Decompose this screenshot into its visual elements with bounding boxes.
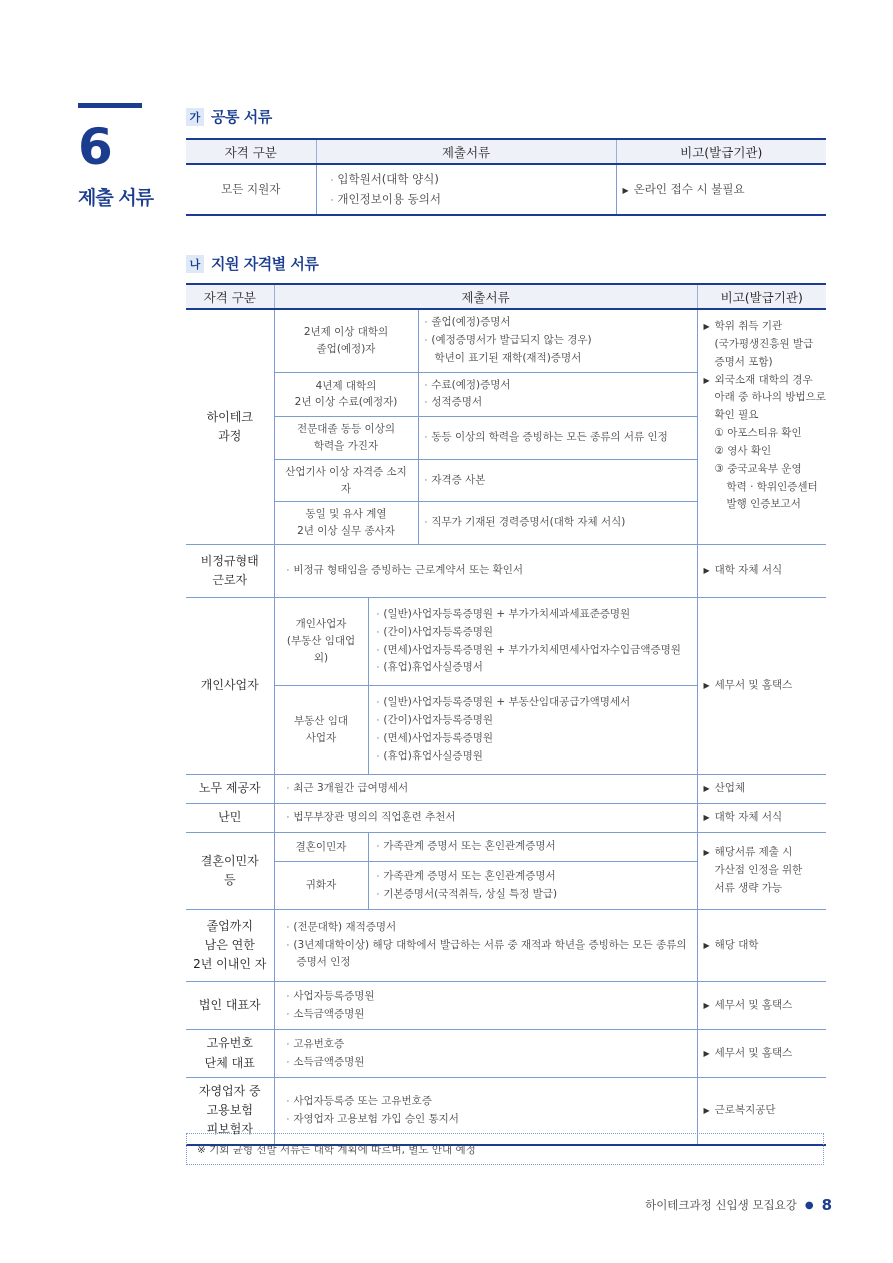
row-docs: [316, 164, 616, 215]
category-labor: 노무 제공자: [186, 775, 274, 804]
arrow-icon: ▶: [703, 566, 710, 576]
section-b-badge: 나: [186, 255, 204, 273]
category-refugee: 난민: [186, 804, 274, 833]
page-number: 8: [821, 1196, 832, 1214]
header-docs: 제출서류: [274, 284, 697, 309]
qualification-docs-heading: [186, 253, 318, 274]
row-docs: · 졸업(예정)증명서 · (예정증명서가 발급되지 않는 경우) 학년이 표기된 재학(재적)증명서: [418, 309, 697, 372]
hitech-note: ▶ 학위 취득 기관 (국가평생진흥원 발급 증명서 포함) ▶ 외국소재 대학의 경우 아래 중 하나의 방법으로 확인 필요 ① 아포스티유 확인 ② 영사 확인 ③ 중국교육부 운영 학력 · 학위인증센터 발행 인증보고서: [697, 309, 826, 545]
doc-item: · 입학원서(대학 양식): [330, 171, 439, 186]
table-row: [186, 775, 826, 804]
arrow-icon: ▶: [703, 784, 710, 794]
page-footer: [645, 1196, 832, 1214]
table-row: [186, 833, 826, 862]
section-bar: [78, 103, 142, 108]
arrow-icon: ▶: [703, 681, 710, 691]
sub-category: 결혼이민자: [274, 833, 368, 862]
row-note: ▶ 온라인 접수 시 불필요: [616, 164, 826, 215]
section-b-title: 지원 자격별 서류: [211, 255, 319, 273]
common-docs-heading: [186, 106, 272, 127]
arrow-icon: ▶: [703, 1048, 710, 1058]
sub-category: 4년제 대학의 2년 이상 수료(예정자): [274, 372, 418, 417]
header-category: 자격 구분: [186, 284, 274, 309]
sub-category: 동일 및 유사 계열 2년 이상 실무 종사자: [274, 502, 418, 545]
arrow-icon: ▶: [703, 940, 710, 950]
row-docs: · 수료(예정)증명서 · 성적증명서: [418, 372, 697, 417]
row-note: ▶ 해당서류 제출 시 가산점 인정을 위한 서류 생략 가능: [697, 833, 826, 910]
sub-category: 부동산 임대 사업자: [274, 686, 368, 775]
row-docs: · 사업자등록증 또는 고유번호증 · 자영업자 고용보험 가입 승인 통지서: [274, 1078, 697, 1145]
table-row: [186, 910, 826, 982]
table-row: [186, 982, 826, 1030]
sub-category: 산업기사 이상 자격증 소지자: [274, 459, 418, 502]
table-header-row: [186, 139, 826, 164]
header-docs: 제출서류: [316, 139, 616, 164]
category-hitech: 하이테크 과정: [186, 309, 274, 545]
arrow-icon: ▶: [703, 848, 710, 858]
arrow-icon: ▶: [703, 813, 710, 823]
category-graduating: 졸업까지 남은 연한 2년 이내인 자: [186, 910, 274, 982]
sub-category: 2년제 이상 대학의 졸업(예정)자: [274, 309, 418, 372]
category-self-insured: 자영업자 중 고용보험 피보험자: [186, 1078, 274, 1145]
footer-text: 하이테크과정 신입생 모집요강: [645, 1198, 797, 1212]
table-row: [186, 545, 826, 598]
row-docs: · 직무가 기재된 경력증명서(대학 자체 서식): [418, 502, 697, 545]
bullet-icon: ●: [804, 1199, 814, 1211]
row-docs: · (일반)사업자등록증명원 + 부동산임대공급가액명세서 · (간이)사업자등록증명원 · (면세)사업자등록증명원 · (휴업)휴업사실증명원: [368, 686, 697, 775]
sub-category: 개인사업자 (부동산 임대업 외): [274, 598, 368, 686]
table-row: [186, 309, 826, 372]
section-a-badge: 가: [186, 108, 204, 126]
arrow-icon: ▶: [622, 185, 629, 195]
row-docs: · 가족관계 증명서 또는 혼인관계증명서: [368, 833, 697, 862]
sub-category: 귀화자: [274, 862, 368, 910]
row-docs: · 자격증 사본: [418, 459, 697, 502]
row-note: ▶ 근로복지공단: [697, 1078, 826, 1145]
row-docs: · 가족관계 증명서 또는 혼인관계증명서 · 기본증명서(국적취득, 상실 특정 발급): [368, 862, 697, 910]
footnote: ※ 기회 균형 선발 서류는 대학 계획에 따르며, 별도 안내 예정: [186, 1133, 824, 1165]
row-docs: · 고유번호증 · 소득금액증명원: [274, 1030, 697, 1078]
row-docs: · (전문대학) 재적증명서 · (3년제대학이상) 해당 대학에서 발급하는 서류 중 재적과 학년을 증빙하는 모든 종류의 증명서 인정: [274, 910, 697, 982]
row-note: ▶ 세무서 및 홈택스: [697, 1030, 826, 1078]
arrow-icon: ▶: [703, 1000, 710, 1010]
row-docs: · (일반)사업자등록증명원 + 부가가치세과세표준증명원 · (간이)사업자등록증명원 · (면세)사업자등록증명원 + 부가가치세면세사업자수입금액증명원 · (휴업)휴업사실증명서: [368, 598, 697, 686]
header-note: 비고(발급기관): [616, 139, 826, 164]
section-number: 6: [78, 118, 113, 176]
qualification-docs-table: [186, 283, 826, 1146]
category-irregular: 비정규형태 근로자: [186, 545, 274, 598]
section-a-title: 공통 서류: [211, 108, 272, 126]
table-row: [186, 1030, 826, 1078]
doc-item: · 개인정보이용 동의서: [330, 191, 442, 206]
row-note: ▶ 세무서 및 홈택스: [697, 598, 826, 775]
table-header-row: [186, 284, 826, 309]
table-row: [186, 164, 826, 215]
section-title: 제출 서류: [78, 187, 154, 209]
header-category: 자격 구분: [186, 139, 316, 164]
category-corporate: 법인 대표자: [186, 982, 274, 1030]
category-marriage: 결혼이민자 등: [186, 833, 274, 910]
row-docs: · 최근 3개월간 급여명세서: [274, 775, 697, 804]
row-note: ▶ 대학 자체 서식: [697, 545, 826, 598]
category-self-employed: 개인사업자: [186, 598, 274, 775]
category-group: 고유번호 단체 대표: [186, 1030, 274, 1078]
row-note: ▶ 산업체: [697, 775, 826, 804]
header-note: 비고(발급기관): [697, 284, 826, 309]
arrow-icon: ▶: [703, 322, 710, 331]
row-note: ▶ 대학 자체 서식: [697, 804, 826, 833]
arrow-icon: ▶: [703, 1105, 710, 1115]
row-docs: · 사업자등록증명원 · 소득금액증명원: [274, 982, 697, 1030]
row-note: ▶ 해당 대학: [697, 910, 826, 982]
row-note: ▶ 세무서 및 홈택스: [697, 982, 826, 1030]
arrow-icon: ▶: [703, 375, 710, 385]
table-row: [186, 598, 826, 686]
row-docs: · 동등 이상의 학력을 증빙하는 모든 종류의 서류 인정: [418, 417, 697, 460]
row-docs: · 법무부장관 명의의 직업훈련 추천서: [274, 804, 697, 833]
common-docs-table: [186, 138, 826, 216]
row-docs: · 비정규 형태임을 증빙하는 근로계약서 또는 확인서: [274, 545, 697, 598]
row-category: 모든 지원자: [186, 164, 316, 215]
table-row: [186, 804, 826, 833]
sub-category: 전문대졸 동등 이상의 학력을 가진자: [274, 417, 418, 460]
